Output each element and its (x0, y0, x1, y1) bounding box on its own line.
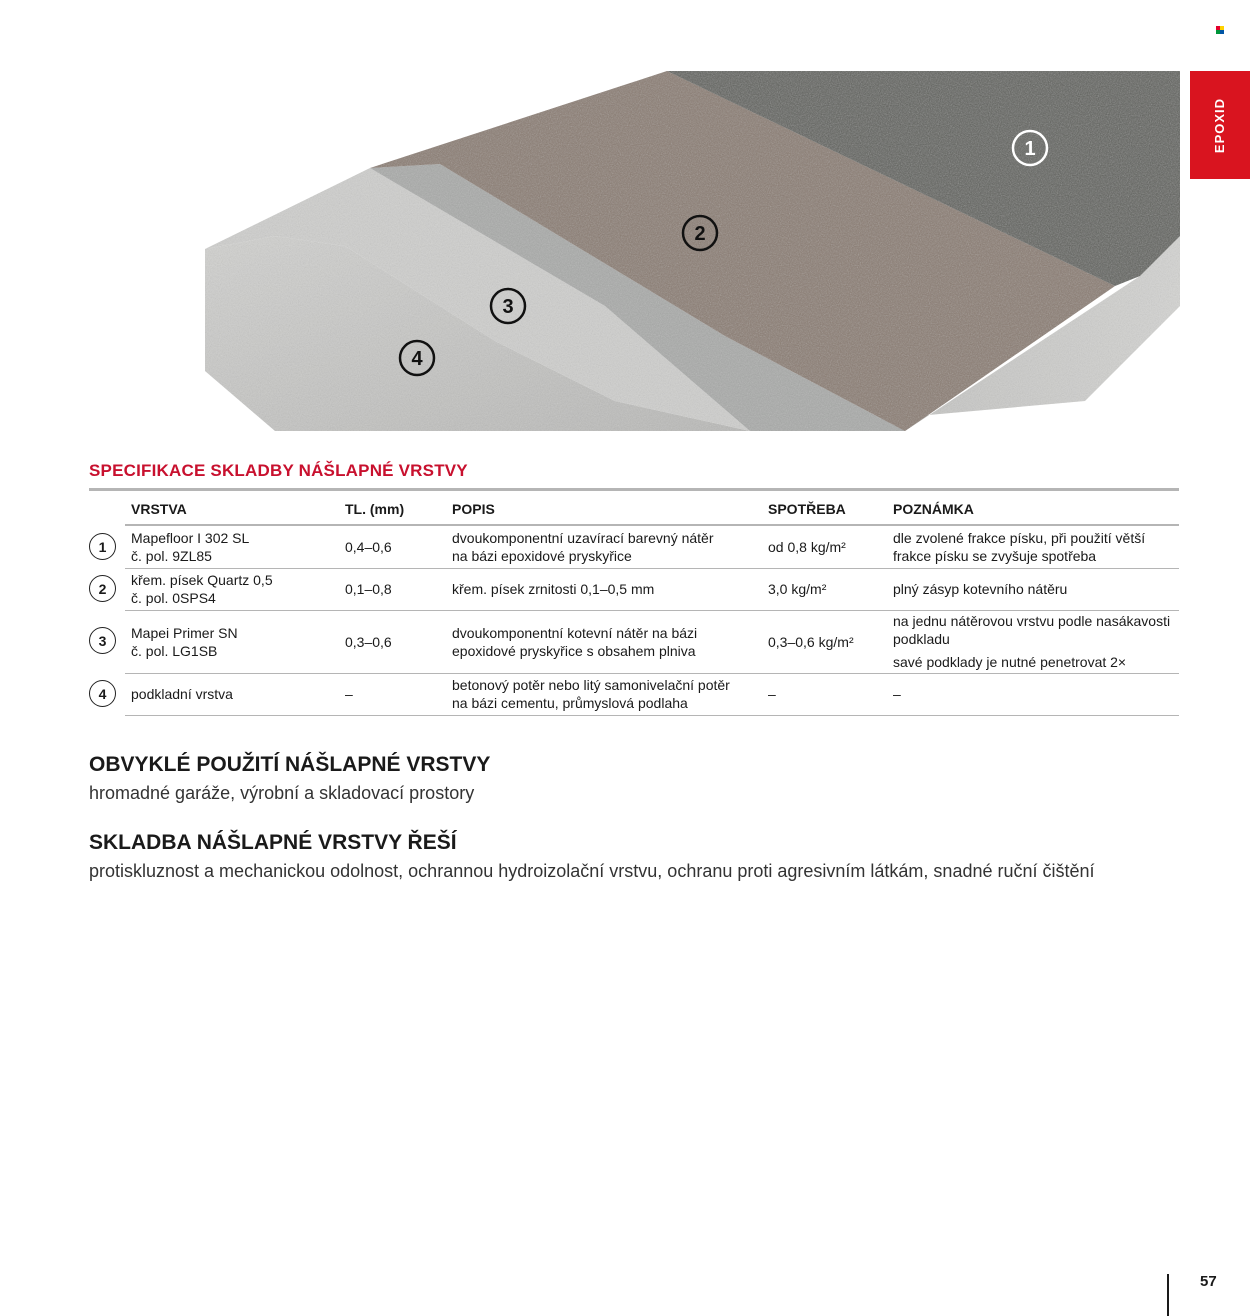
row-note: plný zásyp kotevního nátěru (893, 581, 1068, 597)
row-thickness: 0,4–0,6 (345, 539, 392, 555)
floor-layers-illustration (205, 71, 1180, 431)
page-divider (1167, 1274, 1169, 1316)
row-consumption: – (768, 686, 776, 702)
row-number-badge: 1 (89, 533, 116, 560)
svg-text:1: 1 (1024, 138, 1036, 160)
row-layer-name: křem. písek Quartz 0,5 č. pol. 0SPS4 (131, 572, 273, 606)
header-spotreba: SPOTŘEBA (768, 501, 846, 517)
header-tl: TL. (mm) (345, 501, 405, 517)
row-note: dle zvolené frakce písku, při použití větší frakce písku se zvyšuje spotřeba (893, 530, 1146, 564)
category-side-tab (1190, 71, 1250, 179)
row-thickness: – (345, 686, 353, 702)
svg-text:4: 4 (411, 348, 423, 370)
row-layer-name: podkladní vrstva (131, 686, 233, 702)
row-description: betonový potěr nebo litý samonivelační potěr na bázi cementu, průmyslová podlaha (452, 677, 730, 711)
table-row (89, 673, 1179, 715)
usage-heading: OBVYKLÉ POUŽITÍ NÁŠLAPNÉ VRSTVY (89, 753, 491, 776)
svg-text:3: 3 (502, 296, 514, 318)
row-note: na jednu nátěrovou vrstvu podle nasákavosti podkladu savé podklady je nutné penetrovat 2× (893, 613, 1171, 670)
solves-heading: SKLADBA NÁŠLAPNÉ VRSTVY ŘEŠÍ (89, 831, 457, 854)
category-label: EPOXID (1212, 97, 1228, 153)
row-consumption: 0,3–0,6 kg/m² (768, 634, 854, 650)
svg-text:2: 2 (694, 223, 706, 245)
spec-section-title: SPECIFIKACE SKLADBY NÁŠLAPNÉ VRSTVY (89, 461, 468, 480)
row-number-badge: 3 (89, 627, 116, 654)
table-row (89, 526, 1179, 568)
row-thickness: 0,1–0,8 (345, 581, 392, 597)
row-layer-name: Mapefloor I 302 SL č. pol. 9ZL85 (131, 530, 250, 564)
row-description: křem. písek zrnitosti 0,1–0,5 mm (452, 581, 655, 597)
table-header (125, 491, 1179, 526)
spec-table (89, 488, 1179, 715)
table-row (89, 568, 1179, 610)
row-consumption: 3,0 kg/m² (768, 581, 827, 597)
row-description: dvoukomponentní kotevní nátěr na bázi epoxidové pryskyřice s obsahem plniva (452, 625, 698, 659)
row-number-badge: 4 (89, 680, 116, 707)
header-poznamka: POZNÁMKA (893, 501, 974, 517)
print-registration-mark (1216, 26, 1224, 34)
usage-text: hromadné garáže, výrobní a skladovací prostory (89, 783, 475, 803)
row-description: dvoukomponentní uzavírací barevný nátěr na bázi epoxidové pryskyřice (452, 530, 714, 564)
solves-text: protiskluznost a mechanickou odolnost, ochrannou hydroizolační vrstvu, ochranu proti agresivním látkám, snadné ruční čištění (89, 861, 1095, 881)
row-note: – (893, 686, 901, 702)
row-consumption: od 0,8 kg/m² (768, 539, 846, 555)
header-vrstva: VRSTVA (131, 501, 187, 517)
row-thickness: 0,3–0,6 (345, 634, 392, 650)
row-number-badge: 2 (89, 575, 116, 602)
header-popis: POPIS (452, 501, 495, 517)
table-row (89, 610, 1179, 673)
row-layer-name: Mapei Primer SN č. pol. LG1SB (131, 625, 238, 659)
page-number: 57 (1200, 1273, 1217, 1290)
